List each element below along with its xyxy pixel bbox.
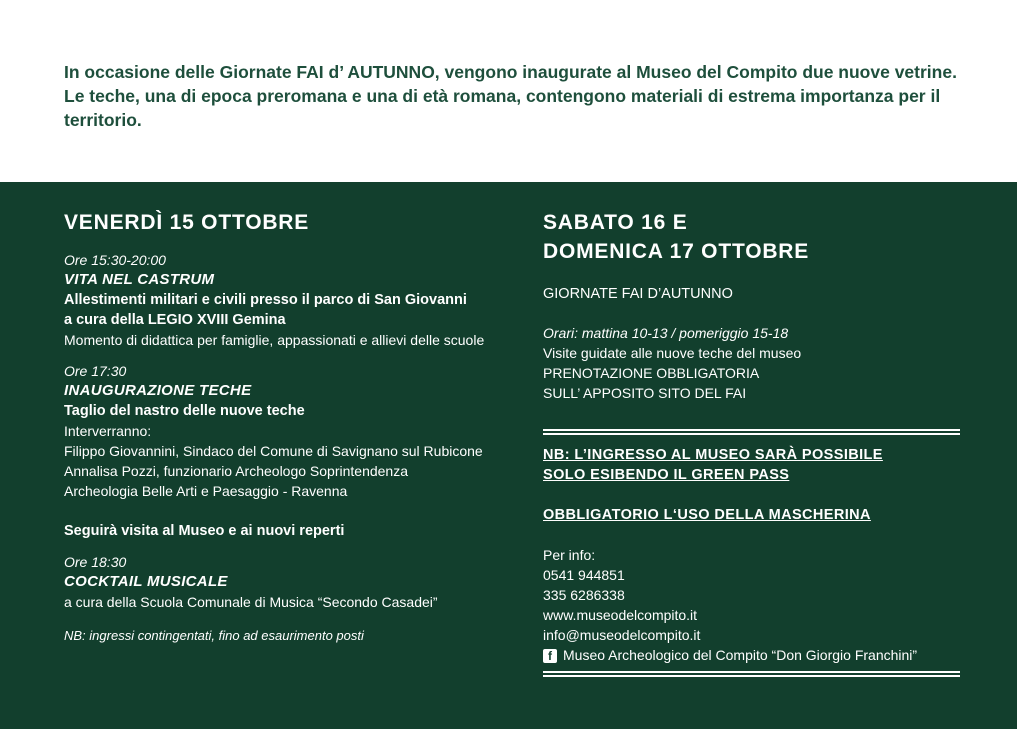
speakers-label: Interverranno: xyxy=(64,423,152,439)
booking-line-1: PRENOTAZIONE OBBLIGATORIA xyxy=(543,365,760,381)
event-time: Ore 15:30-20:00 xyxy=(64,252,166,268)
weekend-column xyxy=(543,208,973,677)
booking-line-2: SULL’ APPOSITO SITO DEL FAI xyxy=(543,385,747,401)
info-label: Per info: xyxy=(543,547,596,563)
event-castrum xyxy=(64,251,514,350)
event-description: a cura della Scuola Comunale di Musica “Secondo Casadei” xyxy=(64,594,438,610)
event-time: Ore 17:30 xyxy=(64,363,127,379)
facebook-label: Museo Archeologico del Compito “Don Giorgio Franchini” xyxy=(563,647,918,663)
phone-2: 335 6286338 xyxy=(543,587,625,603)
facebook-icon: f xyxy=(543,649,557,663)
bottom-divider xyxy=(543,671,960,677)
email-link[interactable]: info@museodelcompito.it xyxy=(543,627,701,643)
intro-line-1: In occasione delle Giornate FAI d’ AUTUNNO, vengono inaugurate al Museo del Compito due nuove vetrine. xyxy=(64,62,957,82)
event-detail: Taglio del nastro delle nuove teche xyxy=(64,403,305,419)
event-title: INAUGURAZIONE TECHE xyxy=(64,382,252,399)
sunday-heading: DOMENICA 17 OTTOBRE xyxy=(543,240,810,263)
event-cocktail xyxy=(64,553,514,612)
visits-text: Visite guidate alle nuove teche del museo xyxy=(543,345,802,361)
event-title: COCKTAIL MUSICALE xyxy=(64,573,228,590)
friday-column xyxy=(64,208,514,646)
green-pass-notice-1: NB: L’INGRESSO AL MUSEO SARÀ POSSIBILE xyxy=(543,447,883,463)
event-detail: Allestimenti militari e civili presso il parco di San Giovanni xyxy=(64,292,467,308)
intro-line-2: Le teche, una di epoca preromana e una di età romana, contengono materiali di estrema importanza per il territorio. xyxy=(64,86,941,130)
friday-heading: VENERDÌ 15 OTTOBRE xyxy=(64,211,310,234)
contact-block xyxy=(543,545,973,665)
event-followup: Seguirà visita al Museo e ai nuovi reperti xyxy=(64,523,345,539)
event-time: Ore 18:30 xyxy=(64,554,127,570)
speaker-line: Archeologia Belle Arti e Paesaggio - Ravenna xyxy=(64,483,348,499)
program-panel xyxy=(0,182,1017,729)
top-divider xyxy=(543,429,960,435)
opening-hours: Orari: mattina 10-13 / pomeriggio 15-18 xyxy=(543,325,789,341)
mask-notice: OBBLIGATORIO L‘USO DELLA MASCHERINA xyxy=(543,507,871,523)
fai-subtitle: GIORNATE FAI D’AUTUNNO xyxy=(543,286,733,302)
phone-1: 0541 944851 xyxy=(543,567,625,583)
event-description: Momento di didattica per famiglie, appassionati e allievi delle scuole xyxy=(64,332,485,348)
speaker-line: Annalisa Pozzi, funzionario Archeologo Soprintendenza xyxy=(64,463,409,479)
event-title: VITA NEL CASTRUM xyxy=(64,271,215,288)
website-link[interactable]: www.museodelcompito.it xyxy=(543,607,698,623)
access-note: NB: ingressi contingentati, fino ad esaurimento posti xyxy=(64,628,364,643)
speaker-line: Filippo Giovannini, Sindaco del Comune di Savignano sul Rubicone xyxy=(64,443,483,459)
event-organizer: a cura della LEGIO XVIII Gemina xyxy=(64,312,286,328)
notice-block xyxy=(543,445,973,525)
intro-text xyxy=(64,60,964,132)
event-inauguration xyxy=(64,362,514,541)
green-pass-notice-2: SOLO ESIBENDO IL GREEN PASS xyxy=(543,467,790,483)
facebook-page[interactable] xyxy=(543,645,973,665)
saturday-heading: SABATO 16 E xyxy=(543,211,688,234)
